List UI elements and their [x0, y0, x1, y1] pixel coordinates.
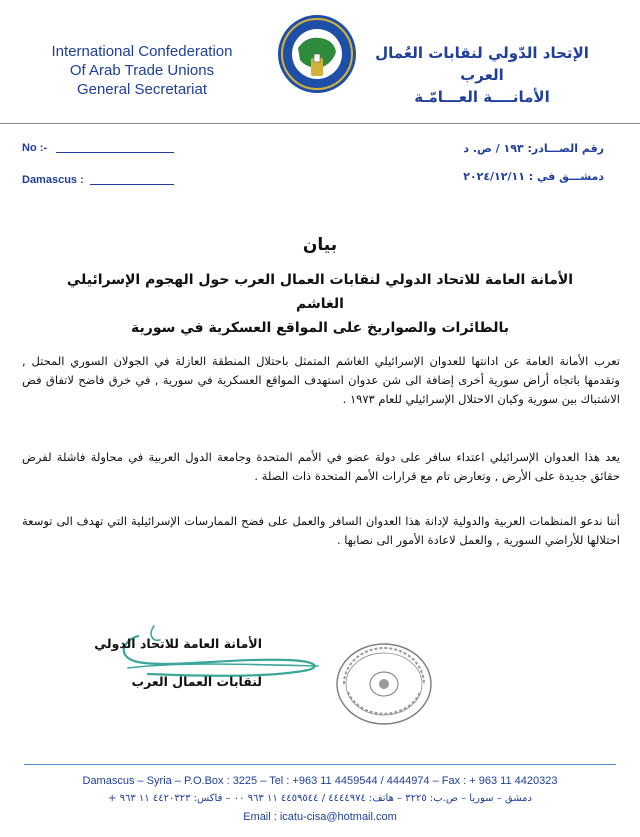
signature-line1: الأمانة العامة للاتحاد الدولي	[94, 636, 262, 651]
footer-divider	[24, 764, 616, 765]
org-name-english	[42, 42, 242, 99]
organization-logo	[276, 12, 358, 96]
org-name-arabic	[362, 42, 602, 108]
ref-damascus-label: Damascus :	[22, 174, 84, 186]
subtitle-line1: الأمانة العامة للاتحاد الدولي لنقابات العمال العرب حول الهجوم الإسرائيلي الغاشم	[66, 272, 574, 312]
header-divider	[0, 123, 640, 124]
official-stamp	[334, 640, 434, 728]
subtitle-line2: بالطائرات والصواريخ على المواقع العسكرية في سورية	[131, 320, 509, 336]
org-name-en-line1: International Confederation	[51, 43, 233, 60]
org-name-en-line2: Of Arab Trade Unions	[69, 62, 215, 79]
org-name-en-line3: General Secretariat	[76, 81, 208, 98]
statement-subtitle	[60, 268, 580, 340]
statement-title: بيان	[302, 235, 338, 255]
signature-line2: لنقابات العمال العرب	[131, 674, 262, 689]
body-paragraph-2	[22, 448, 620, 486]
issue-date-arabic: دمشـــق في : ٢٠٢٤/١٢/١١	[463, 170, 604, 183]
footer-email[interactable]: Email : icatu-cisa@hotmail.com	[243, 811, 397, 823]
org-name-ar-line2: الأمانــــة العـــامّـة	[414, 88, 550, 106]
ref-damascus-line	[90, 184, 174, 185]
footer-contact-arabic: دمشق – سوريا – ص.ب: ٣٢٢٥ – هاتف: ٤٤٤٤٩٧٤ / ٤٤٥٩٥٤٤ ١١ ٩٦٣ ٠٠ – فاكس: ٤٤٢٠٣٢٣ ١١ ٩٦٣ +	[108, 793, 532, 804]
issue-number-arabic: رقم الصـــادر: ١٩٣ / ص. د	[463, 142, 604, 155]
paragraph-2-text: يعد هذا العدوان الإسرائيلي اعتداء سافر على دولة عضو في الأمم المتحدة وجامعة الدول العربية في محاولة فاشلة لفرض حقائق جديدة على الأرض , وتعارض تام مع قرارات الأمم المتحدة ذات الصلة .	[22, 450, 620, 483]
footer-contact-english: Damascus – Syria – P.O.Box : 3225 – Tel : +963 11 4459544 / 4444974 – Fax : + 963 11 4420323	[82, 775, 558, 787]
paragraph-3-text: أننا ندعو المنظمات العربية والدولية لإدانة هذا العدوان السافر والعمل على فضح الممارسات الإسرائيلية التي تهدف الى توسعة احتلالها للأراضي السورية , والعمل لاعادة الأمور الى نصابها .	[22, 514, 620, 547]
body-paragraph-1	[22, 352, 620, 409]
body-paragraph-3	[22, 512, 620, 550]
ref-no-line	[56, 152, 174, 153]
ref-no-label: No :-	[22, 142, 48, 154]
paragraph-1-text: تعرب الأمانة العامة عن ادانتها للعدوان الإسرائيلي الغاشم المتمثل باحتلال المنطقة العازلة في الجولان السوري المحتل , وتقدمها باتجاه أراض سورية أخرى إضافة الى شن عدوان استهدف المواقع العسكرية في سورية , في خرق فاضح لاتفاق فض الاشتباك بين سورية وكيان الاحتلال الإسرائيلي للعام ١٩٧٣ .	[22, 354, 620, 406]
org-name-ar-line1: الإتحاد الدّولي لنقابات العُمال العرب	[375, 44, 589, 84]
